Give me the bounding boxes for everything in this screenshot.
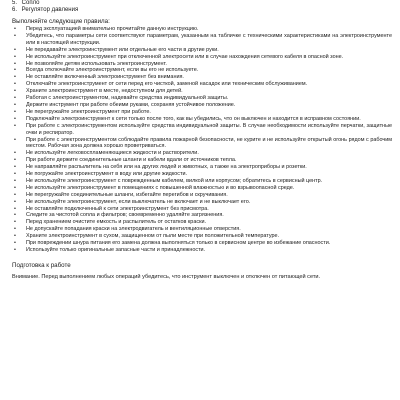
bullet-icon: • bbox=[14, 150, 16, 157]
warning-label: Внимание. bbox=[12, 273, 40, 280]
bullet-icon: • bbox=[14, 240, 16, 247]
rule-text: При повреждении шнура питания его замена должна выполняться только в сервисном центре во избежание опасности. bbox=[26, 240, 331, 247]
rule-text: Перед эксплуатацией внимательно прочитайте данную инструкцию. bbox=[26, 26, 199, 32]
rule-text: Не перегружайте соединительные шланги, избегайте перегибов и скручивания. bbox=[26, 191, 228, 198]
warning-note bbox=[12, 274, 392, 281]
rule-text: При работе держите соединительные шланги и кабели вдали от источников тепла. bbox=[26, 157, 237, 164]
rule-text: Следите за чистотой сопла и фильтров; своевременно удаляйте загрязнения. bbox=[26, 212, 224, 219]
bullet-icon: • bbox=[14, 101, 16, 108]
rule-text: Не используйте легковоспламеняющиеся жидкости и растворители. bbox=[26, 150, 199, 157]
rule-item bbox=[12, 123, 392, 137]
rule-item bbox=[12, 26, 392, 33]
bullet-icon: • bbox=[14, 60, 16, 67]
rule-item bbox=[12, 109, 392, 116]
rule-text: Держите инструмент при работе обеими руками, сохраняя устойчивое положение. bbox=[26, 101, 236, 108]
rule-text: Отключайте электроинструмент от сети перед его чисткой, заменой насадок или техническим обслуживанием. bbox=[26, 81, 308, 88]
rule-text: Убедитесь, что параметры сети соответствуют параметрам, указанным на табличке с техническими характеристиками на электроинструменте или в настоящей инструкции. bbox=[26, 32, 392, 46]
bullet-icon: • bbox=[14, 74, 16, 81]
rule-item bbox=[12, 212, 392, 219]
rule-item bbox=[12, 150, 392, 157]
bullet-icon: • bbox=[14, 226, 16, 233]
rule-text: Не оставляйте подключенный к сети электроинструмент без присмотра. bbox=[26, 205, 209, 212]
rule-text: Не оставляйте включенный электроинструмент без внимания. bbox=[26, 74, 184, 81]
bullet-icon: • bbox=[14, 164, 16, 171]
rule-item bbox=[12, 47, 392, 54]
bullet-icon: • bbox=[14, 171, 16, 178]
list-item bbox=[12, 0, 392, 7]
rule-text: Перед хранением очистите емкость и распылитель от остатков краски. bbox=[26, 219, 206, 226]
rule-text: Не позволяйте детям использовать электроинструмент. bbox=[26, 60, 167, 67]
rule-item bbox=[12, 164, 392, 171]
item-text: Сопло bbox=[21, 0, 40, 6]
bullet-icon: • bbox=[14, 53, 16, 60]
rule-text: Храните электроинструмент в месте, недоступном для детей. bbox=[26, 88, 183, 95]
rule-text: Не используйте электроинструмент, если выключатель не включает и не выключает его. bbox=[26, 198, 251, 205]
bullet-icon: • bbox=[14, 26, 16, 32]
rule-item bbox=[12, 95, 392, 102]
bullet-icon: • bbox=[14, 177, 16, 184]
safety-rules-list bbox=[12, 26, 392, 254]
rule-text: При работе с электроинструментом используйте средства индивидуальной защиты. В случае необходимости используйте перчатки, защитные очки и респиратор. bbox=[26, 122, 392, 136]
rule-item bbox=[12, 199, 392, 206]
rule-text: Подключайте электроинструмент к сети только после того, как вы убедились, что он выключен и находится в исправном состоянии. bbox=[26, 115, 361, 122]
rule-text: Не направляйте распылитель на себя или на других людей и животных, а также на электроприборы и розетки. bbox=[26, 164, 307, 171]
rule-item bbox=[12, 33, 392, 47]
rule-text: Храните электроинструмент в сухом, защищенном от пыли месте при положительной температуре. bbox=[26, 233, 280, 240]
rule-item bbox=[12, 116, 392, 123]
bullet-icon: • bbox=[14, 198, 16, 205]
bullet-icon: • bbox=[14, 46, 16, 53]
rule-item bbox=[12, 185, 392, 192]
rule-text: Не используйте электроинструмент при отключенной электросети или в случае нахождения сетевого кабеля в опасной зоне. bbox=[26, 53, 344, 60]
rule-text: Не погружайте электроинструмент в воду или другие жидкости. bbox=[26, 171, 188, 178]
rule-item bbox=[12, 102, 392, 109]
rule-item bbox=[12, 240, 392, 247]
section-heading: Выполняйте следующие правила: bbox=[12, 18, 110, 25]
bullet-icon: • bbox=[14, 219, 16, 226]
item-text: Регулятор давления bbox=[21, 7, 79, 13]
rule-item bbox=[12, 247, 392, 254]
bullet-icon: • bbox=[14, 191, 16, 198]
list-item bbox=[12, 7, 392, 14]
rule-item bbox=[12, 178, 392, 185]
bullet-icon: • bbox=[14, 157, 16, 164]
bullet-icon: • bbox=[14, 95, 16, 102]
rule-item bbox=[12, 192, 392, 199]
rule-item bbox=[12, 137, 392, 151]
bullet-icon: • bbox=[14, 67, 16, 74]
subsection-heading: Подготовка к работе bbox=[12, 261, 71, 269]
bullet-icon: • bbox=[14, 108, 16, 115]
warning-text: Перед выполнением любых операций убедитесь, что инструмент выключен и отключен от питающей сети. bbox=[41, 273, 321, 280]
rule-text: Не используйте электроинструмент с поврежденным кабелем, вилкой или корпусом; обратитесь в сервисный центр. bbox=[26, 177, 323, 184]
bullet-icon: • bbox=[14, 88, 16, 95]
rule-item bbox=[12, 54, 392, 61]
bullet-icon: • bbox=[14, 212, 16, 219]
bullet-icon: • bbox=[14, 81, 16, 88]
rule-text: При работе с электроинструментом соблюдайте правила пожарной безопасности, не курите и не используйте открытый огонь рядом с рабочим местом. Рабочая зона должна хорошо проветриваться. bbox=[26, 136, 392, 150]
bullet-icon: • bbox=[14, 247, 16, 253]
item-number: 6. bbox=[12, 7, 18, 13]
rule-text: Не перегружайте электроинструмент при работе. bbox=[26, 108, 151, 115]
rule-text: Всегда отключайте электроинструмент, если вы его не используете. bbox=[26, 67, 199, 74]
bullet-icon: • bbox=[14, 136, 16, 143]
bullet-icon: • bbox=[14, 32, 16, 39]
bullet-icon: • bbox=[14, 233, 16, 240]
rule-item bbox=[12, 233, 392, 240]
bullet-icon: • bbox=[14, 205, 16, 212]
rule-item bbox=[12, 171, 392, 178]
rule-text: Не используйте электроинструмент в помещениях с повышенной влажностью и во взрывоопасной среде. bbox=[26, 184, 295, 191]
rule-text: Не передавайте электроинструмент или отдельные его части в другие руки. bbox=[26, 46, 219, 53]
bullet-icon: • bbox=[14, 115, 16, 122]
rule-text: Работая с электроинструментом, надевайте средства индивидуальной защиты. bbox=[26, 95, 229, 102]
rule-text: Не допускайте попадания краски на электродвигатель и вентиляционные отверстия. bbox=[26, 226, 241, 233]
bullet-icon: • bbox=[14, 184, 16, 191]
bullet-icon: • bbox=[14, 122, 16, 129]
item-number: 5. bbox=[12, 0, 18, 6]
rule-text: Используйте только оригинальные запасные части и принадлежности. bbox=[26, 247, 206, 253]
